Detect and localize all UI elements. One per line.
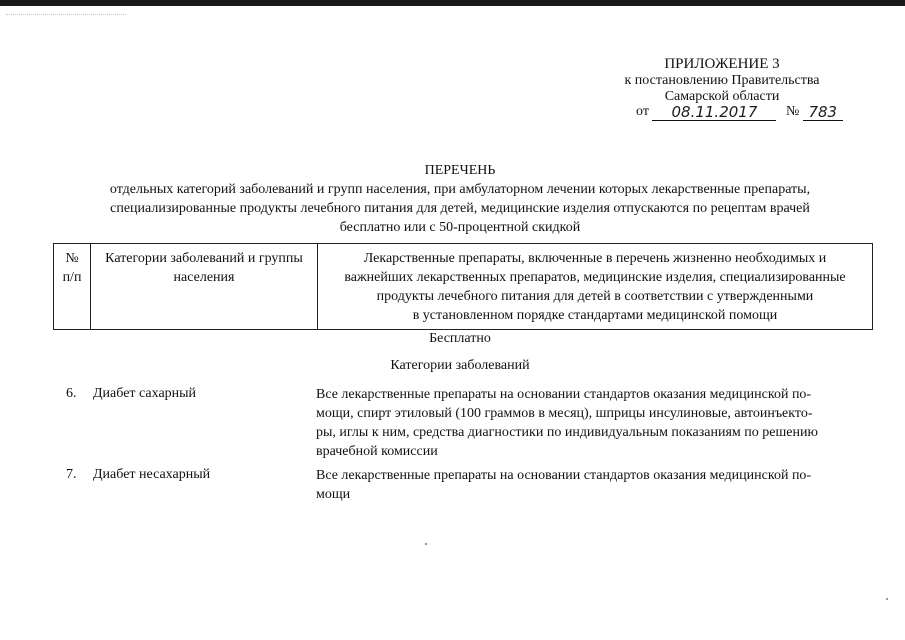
section-categories: Категории заболеваний xyxy=(390,358,530,373)
heading-title: ПЕРЕЧЕНЬ xyxy=(424,163,496,178)
scan-edge xyxy=(0,0,905,6)
appendix-block xyxy=(600,55,844,105)
header-number-line-2: п/п xyxy=(62,270,82,285)
entry-number: 7. xyxy=(66,467,77,482)
entry-number: 6. xyxy=(66,386,77,401)
header-cell-drugs xyxy=(318,244,873,330)
section-free: Бесплатно xyxy=(429,331,491,346)
header-cell-category xyxy=(91,244,318,330)
entry-description-line: ры, иглы к ним, средства диагностики по индивидуальным показаниям по решению xyxy=(316,425,818,440)
header-drugs-line-3: продукты лечебного питания для детей в соответствии с утвержденными xyxy=(376,289,814,304)
entry-description-line: Все лекарственные препараты на основании стандартов оказания медицинской по- xyxy=(316,468,812,483)
heading-line-2: специализированные продукты лечебного питания для детей, медицинские изделия отпускаются по рецептам врачей xyxy=(110,201,810,216)
header-category-line-2: населения xyxy=(173,270,235,285)
appendix-line-2: Самарской области xyxy=(664,89,780,104)
scan-speck xyxy=(886,598,888,600)
document-heading xyxy=(60,162,860,237)
date-prefix: от xyxy=(636,104,649,119)
entry-description-line: мощи xyxy=(316,487,351,502)
entry-name: Диабет несахарный xyxy=(93,467,211,482)
header-drugs-line-2: важнейших лекарственных препаратов, медицинские изделия, специализированные xyxy=(344,270,846,285)
scan-speck xyxy=(425,543,427,545)
appendix-title: ПРИЛОЖЕНИЕ 3 xyxy=(664,56,780,72)
header-table xyxy=(53,243,873,330)
heading-line-1: отдельных категорий заболеваний и групп населения, при амбулаторном лечении которых лекарственные препараты, xyxy=(109,182,811,197)
number-prefix: № xyxy=(785,104,800,119)
heading-line-3: бесплатно или с 50-процентной скидкой xyxy=(339,220,581,235)
header-category-line-1: Категории заболеваний и группы xyxy=(105,251,303,266)
decree-number: 783 xyxy=(803,104,843,121)
decree-date-row xyxy=(636,103,846,123)
entry-name: Диабет сахарный xyxy=(93,386,197,401)
entry-description xyxy=(316,385,864,461)
header-drugs-line-1: Лекарственные препараты, включенные в перечень жизненно необходимых и xyxy=(363,251,827,266)
header-drugs-line-4: в установленном порядке стандартами медицинской помощи xyxy=(412,308,778,323)
entry-description-line: мощи, спирт этиловый (100 граммов в месяц), шприцы инсулиновые, автоинъекто- xyxy=(316,406,813,421)
table-header-row xyxy=(54,244,873,330)
entry-description-line: врачебной комиссии xyxy=(316,444,438,459)
header-cell-number xyxy=(54,244,91,330)
entry-description-line: Все лекарственные препараты на основании стандартов оказания медицинской по- xyxy=(316,387,812,402)
decree-date: 08.11.2017 xyxy=(652,104,776,121)
scan-noise xyxy=(6,14,126,21)
appendix-line-1: к постановлению Правительства xyxy=(624,73,820,88)
entry-description xyxy=(316,466,864,504)
header-number-line-1: № xyxy=(65,251,79,266)
